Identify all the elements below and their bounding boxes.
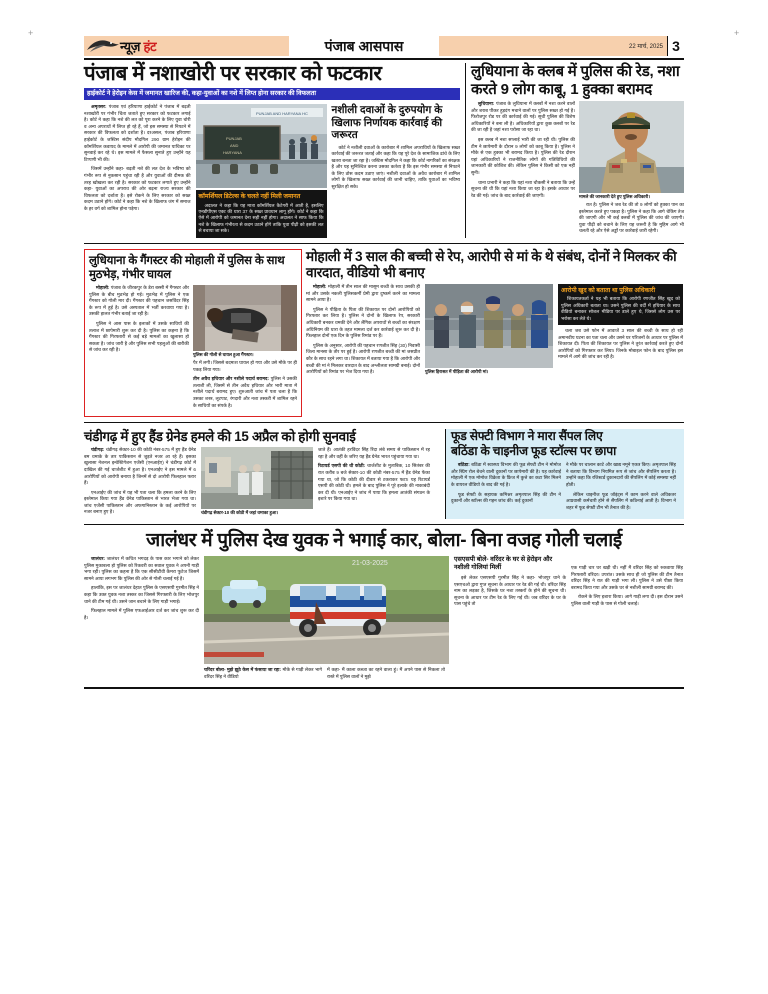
inline-subhead: तीन अवैध हथियार और नशीले पदार्थ बरामद: bbox=[193, 376, 269, 382]
masthead-logo-block bbox=[84, 36, 289, 56]
bottom-rule bbox=[84, 687, 684, 689]
infobox-heading: आरोपी खुद को बताता था पुलिस अधिकारी bbox=[561, 286, 656, 294]
inline-subhead: चरिंदर बोला- मुझे झूठे केस में फंसाया जा रहा: bbox=[204, 667, 282, 673]
dateline: अमृतसर: bbox=[91, 104, 107, 109]
section-drugs-highcourt bbox=[84, 63, 684, 238]
headline-grenade-hearing: चंडीगढ़ में हुए हैंड ग्रेनेड हमले की 15 अप्रैल को होगी सुनवाई bbox=[84, 429, 356, 445]
photo-police-officer bbox=[579, 101, 684, 193]
section3-left-body bbox=[84, 447, 440, 519]
section2-left-body bbox=[89, 285, 297, 412]
headline-food-safety-2: बठिंडा के चाइनीज फूड स्टॉल्स पर छापा bbox=[451, 444, 617, 459]
dateline: बठिंडा: bbox=[458, 462, 470, 468]
section1-right-body bbox=[471, 101, 684, 238]
section3-left bbox=[84, 429, 446, 519]
photo-caption: पुलिस की गोली से घायल हुआ गैंगस्टर। bbox=[193, 351, 254, 357]
section4-caption-right: में कहा- मैं काला कब्जा का रहने वाला हूं। मैं अपने पास से निकला तो रास्ते में पुलिस वालों ने मुझे bbox=[327, 667, 445, 679]
section4-right-col2: एक गाड़ी चार घर खड़ी थी। नहीं मैं वरिंदर सिंह को रुकवाया सिंह गिरफ्तारी वरिंदर। उपरांत। उसके साथ ही जो पुलिस की टीम तैनात वरिंदर सिंह ने रात की गाड़ी भगा ली। पुलिस ने उसे पीछा किया बरामद किया गया और उसके घर से नशीली सामग्री बरामद की। रोकने के लिए इशारा किया। आगे गाड़ी लगा दी। इस दौरान उसने पुलिस वाली गाड़ी के पास से गोली चलाई। bbox=[571, 565, 683, 607]
subheadline-drug-abuse: नशीली दवाओं के दुरुपयोग के खिलाफ निर्णायक कार्रवाई की जरूरत bbox=[331, 104, 443, 141]
section3-left-col2 bbox=[201, 447, 313, 519]
headline-food-safety-1: फूड सेफ्टी विभाग ने मारा सैंपल लिए bbox=[451, 429, 603, 444]
section1-col2 bbox=[196, 104, 327, 238]
photo-blast-site bbox=[201, 447, 313, 509]
photo-high-court bbox=[196, 104, 327, 188]
section2-right-col3-text: चला जब उसे फोन में आवाजें 3 साल की बच्ची के साथ हो रही अमानवीय घटना का पता चला और उसने घर परिजनों के आधार पर पुलिस में शिकायत दी। पिता की शिकायत पर पुलिस ने तुरंत कार्रवाई करते हुए दोनों आरोपियों को गिरफ्तार कर लिया। जिनके मोबाइल फोन के बाद पुलिस इस मामले में आगे की जांच कर रही है। bbox=[558, 328, 683, 360]
section2-left-col2 bbox=[193, 285, 297, 412]
section1-right-col2-text: रात है। पुलिस ने जब रेड की तो 9 लोगों को हुक्का पान का इस्तेमाल करते हुए पकड़ा है। पुलिस ने कहा कि आगे चेकिंग तेज की जाएगी और भी कई क्लबों में पुलिस की जांच की जाएगी। युवा पीढ़ी को बचाने के लिए यह जरूरी है कि मुहिम आगे भी चलती रहे और ऐसे अड्डों पर कार्रवाई जारी रहेगी। bbox=[579, 202, 684, 234]
section3-right-col1: बठिंडा: बठिंडा में स्वास्थ्य विभाग की फूड सेफ्टी टीम ने मोमोज और स्प्रिंग रोल बेचने वाली दुकानों पर छापेमारी की है। यह कार्रवाई मोहाली में एक मोमोज विक्रेता के फ्रिज में कुत्ते का कटा सिर मिलने के वायरल वीडियो के बाद की गई है। फूड सेफ्टी के सहायक कमिश्नर अमृतपाल सिंह की टीम ने दुकानों और स्टॉल्स की गहन जांच की। कई दुकानों bbox=[451, 462, 561, 504]
masthead-date: 22 मार्च, 2025 bbox=[439, 36, 667, 56]
section4-photo-caption-row bbox=[204, 667, 449, 683]
section4-col1: जालंधर: जालंधर में कथित भगदड़ के पास कार भगाने को लेकर पुलिस मुकाबला हो पुलिस को रिकवरी का सवाल युवक ने अपनी गाड़ी भगा रही। पुलिस का कहना है कि एक सीसीटीवी कैमरा फुटेज जिसमें सामने आया लगभग कि पुलिस की ओर से गोली चलाई गई है। हालांकि, इस पर जालंधर देहात पुलिस के एसएसपी गुरमीत सिंह ने कहा कि उक्त युवक नशा तस्कर का जिससे गिरफ्तारी के लिए भोजपुर थाने की टीम गई थी। उसने जान बचाने के लिए गाड़ी भगाई। फिलहाल मामले में पुलिस एफआईआर दर्ज कर जांच शुरू कर दी है। bbox=[84, 556, 199, 620]
dateline: चंडीगढ़: bbox=[91, 447, 105, 453]
page-number: 3 bbox=[667, 36, 684, 56]
svg-text:HARYANA: HARYANA bbox=[222, 150, 242, 155]
section1-right bbox=[466, 63, 684, 238]
section4-photo-col bbox=[204, 556, 449, 683]
photo-caption: पुलिस हिरासत में पीड़िता की आरोपी मां। bbox=[425, 368, 489, 374]
headline-drugs: पंजाब में नशाखोरी पर सरकार को फटकार bbox=[84, 62, 382, 85]
section1-right-col1: लुधियाना: पंजाब के लुधियाना में क्लबों में नशा करने वालों और शराब पीकर हुड़दंग मचाने वालों पर पुलिस सख्त हो गई है। फिरोजपुर रोड पर की कार्रवाई की गई। सूची पुलिस की विशेष अधिकारियों ने बना ली है। अधिकारियों द्वारा कुछ क्लबों पर रेड की जा रही है जहां नशा परोसा जा रहा था। इस क्लब में नशा सप्लाई भारी की जा रही थी। पुलिस की टीम ने छापेमारी के दौरान 9 लोगों को काबू किया है। पुलिस ने मौके से एक हुक्का भी बरामद किया है। पुलिस की रेड दौरान यहां अधिकारियों ने राजनीतिक लोगों की गतिविधियों की जानकारी की कोशिश की। लेकिन पुलिस ने किसी को एक नहीं सुनी। थाना प्रभारी ने कहा कि यहां नशा चौकसी ने बताया कि उन्हें सूचना की थी कि यहां नशा किया जा रहा है। इसके आधार पर रेड की गई। जांच के बाद कार्रवाई की जाएगी। bbox=[471, 101, 575, 198]
section4-right-col1-text: इसे लेकर एसएसपी गुरमीत सिंह ने कहा- भोजपुर थाने के एसएचओ द्वारा गुप्त सूचना के आधार पर रेड की गई थी। वरिंदर सिंह नाम का लड़का है, जिसके घर नशा तस्करों के होने की सूचना थी। सूचना के आधार पर टीम रेड के लिए गई थी। जब वरिंदर के घर के पास पहुंचे तो bbox=[454, 575, 566, 607]
photo-injured-gangster bbox=[193, 285, 297, 351]
infobox-commercial-details bbox=[196, 190, 327, 238]
section3-left-col3: जाते हैं। आतंकी हरविंदर सिंह रिंदा लंबे समय से पाकिस्तान में रह रहा है और वहीं के जरिए यह हैंड ग्रेनेड भारत पहुंचाया गया था। रिटायर्ड एसपी की थी कोठी: चार्जशीट के मुताबिक, 10 सितंबर की रात करीब 9 बजे सेक्टर-10 की कोठी नंबर-575 में हैंड ग्रेनेड फेंका गया था, जो कि कोठी की दीवार से टकराकर फटा। यह रिटायर्ड एसपी की कोठी थी। हमले के बाद पुलिस ने पूरे इलाके की नाकाबंदी कर दी थी। एनआईए ने जांच में पाया कि हमला आतंकी संगठन के इशारे पर किया गया था। bbox=[318, 447, 430, 502]
masthead bbox=[84, 36, 684, 56]
masthead-center-title: पंजाब आसपास bbox=[289, 36, 439, 56]
photo-caption: मामले की जानकारी देते हुए पुलिस अधिकारी। bbox=[579, 194, 650, 199]
section4-caption-left: चरिंदर बोला- मुझे झूठे केस में फंसाया जा रहा: मौके से गाड़ी लेकर भागे वरिंदर सिंह ने वीडियो bbox=[204, 667, 323, 679]
section4-right-cols bbox=[454, 556, 684, 683]
section1-right-col2 bbox=[579, 101, 684, 238]
headline-club-raid: लुधियाना के क्लब में पुलिस की रेड, नशा करते 9 लोग काबू, 1 हुक्का बरामद bbox=[471, 63, 680, 98]
section2-right bbox=[306, 249, 684, 417]
svg-text:PUNJAB AND HARYANA HC: PUNJAB AND HARYANA HC bbox=[255, 111, 308, 116]
headline-jalandhar: जालंधर में पुलिस देख युवक ने भगाई कार, बोला- बिना वजह गोली चलाई bbox=[146, 530, 622, 552]
photo-caption: चंडीगढ़ सेक्टर-10 की कोठी में जहां धमाका हुआ। bbox=[201, 510, 278, 516]
section-jalandhar-car bbox=[84, 530, 684, 683]
section-grenade-and-foodsafety bbox=[84, 429, 684, 519]
headline-mohali-rape: मोहाली में 3 साल की बच्ची से रेप, आरोपी से मां के थे संबंध, दोनों ने मिलकर की वारदात, वीडियो भी बनाए bbox=[306, 248, 677, 280]
photo-cctv-chase bbox=[204, 556, 449, 664]
section2-right-col2 bbox=[425, 284, 553, 379]
infobox-fake-police-officer bbox=[558, 284, 683, 325]
infobox-text: शिकायतकर्ता ने यह भी बताया कि आरोपी रणजीत सिंह खुद को पुलिस अधिकारी बताता था। उसने पुलिस की वर्दी में हथियार के साथ वीडियो बनाकर सोशल मीडिया पर डाले हुए थे, जिससे लोग उस पर भरोसा कर लेते थे। bbox=[561, 296, 680, 321]
section-gangster-and-rape bbox=[84, 249, 684, 417]
section1-left bbox=[84, 63, 466, 238]
crop-mark-tl: + bbox=[28, 28, 34, 38]
photo-accused-in-custody bbox=[425, 284, 553, 368]
section1-body bbox=[84, 104, 460, 238]
inline-subhead: रिटायर्ड एसपी की थी कोठी: bbox=[318, 463, 366, 469]
infobox-text: अदालत ने कहा कि यह मात्रा कॉमर्शियल कैटेगरी में आती है, इसलिए एनडीपीएस एक्ट की धारा 37 के सख्त प्रावधान लागू होंगे। कोर्ट ने कहा कि ऐसे में आरोपी को जमानत देना सही नहीं होगा। अदालत ने साफ किया कि नशे के खिलाफ गंभीरता से कदम उठाने होंगे ताकि युवा पीढ़ी को इसकी लत से बचाया जा सके। bbox=[198, 202, 324, 234]
masthead-rule bbox=[84, 58, 684, 60]
section3-right-col2: ने मौके पर चालान काटे और खाद्य नमूने एकत्र किए। अमृतपाल सिंह ने बताया कि विभाग नियमित रूप से जांच और सैंपलिंग करता है। उन्होंने कहा कि रजिस्टर्ड दुकानदारों की सैंपलिंग में कोई समस्या नहीं होती। लेकिन चाइनीज फूड जॉइंट्स में काम करने वाले अधिकतर आप्रवासी कर्मचारी होने से सैंपलिंग में कठिनाई आती है। विभाग ने शहर में फूड सेफ्टी टीम भी तैनात की है। bbox=[566, 462, 676, 510]
section2-right-col1: मोहाली: मोहाली में तीन साल की मासूम बच्ची के साथ उसकी ही मां और उसके नकली पुलिसकर्मी प्रेमी द्वारा दुष्कर्म करने का मामला सामने आया है। पुलिस ने पीड़िता के पिता की शिकायत पर दोनों आरोपियों को गिरफ्तार कर लिया है। पुलिस ने दोनों के खिलाफ रेप, सरकारी अधिकारी बनकर धमकी देने और लैंगिक अपराधों से बच्चों का संरक्षण अधिनियम की धारा के तहत मामला दर्ज कर कार्रवाई शुरू कर दी है। फिलहाल दोनों एक दिन के पुलिस रिमांड पर हैं। पुलिस के अनुसार, आरोपी की पहचान रणजीत सिंह (30) निवासी जिला मानसा के तौर पर हुई है। आरोपी रणजीत बच्ची की मां जसप्रीत कौर के साथ रहने लगा था। शिकायत में बताया गया है कि आरोपी और बच्ची की मां ने मिलकर वारदात के बाद अश्लीलता सामग्री बनाई। दोनों आरोपियों को रिमांड पर भेज दिया गया है। bbox=[306, 283, 420, 375]
section-divider-3 bbox=[84, 524, 684, 525]
section3-left-col1: चंडीगढ़: चंडीगढ़ सेक्टर-10 की कोठी नंबर-575 में हुए हैंड ग्रेनेड बम धमाके के तार पाकिस्तान से जुड़ते नजर आ रहे हैं। इसका खुलासा नेशनल इन्वेस्टिगेशन एजेंसी (एनआईए) ने चंडीगढ़ कोर्ट में दाखिल की गई चार्जशीट में हुआ है। एनआईए ने इस मामले में 6 आरोपियों को आरोपी बनाया है जिनमें से दो आरोपी फिलहाल फरार हैं। एनआईए की जांच में यह भी पता चला कि हमला करने के लिए इस्तेमाल किया गया हैंड ग्रेनेड पाकिस्तान से भारत भेजा गया था। जांच एजेंसी पाकिस्तान और अफगानिस्तान के कई आरोपियों पर नजर बनाए हुए है। bbox=[84, 447, 196, 515]
section2-right-body bbox=[306, 284, 684, 379]
section4-right-col1 bbox=[454, 556, 566, 683]
infobox-heading: कॉमर्शियल डिटेल्स के चलते नहीं मिली जमानत bbox=[198, 193, 301, 200]
crop-mark-tr: + bbox=[734, 28, 740, 38]
section2-right-col3 bbox=[558, 284, 683, 379]
section3-right-body bbox=[451, 462, 684, 514]
section-divider-1 bbox=[84, 243, 684, 244]
section-divider-2 bbox=[84, 422, 684, 423]
section1-col3-text: कोर्ट ने नशीली दवाओं के कारोबार में शामिल अपराधियों के खिलाफ सख्त कार्रवाई की जरूरत जताई और कहा कि यह पूरे देश के सामाजिक ढांचे के लिए खतरा बनता जा रहा है। जस्टिस मौदगिल ने कहा कि कोर्ट नागरिकों का संरक्षक है और यह सुनिश्चित करना उसका कर्तव्य है कि इस गंभीर समस्या से निपटने के लिए ठोस कदम उठाए जाएं। नशीली दवाओं के अवैध कारोबार में शामिल लोगों के खिलाफ सख्त कार्रवाई की जानी चाहिए, ताकि युवाओं का भविष्य सुरक्षित हो सके। bbox=[331, 144, 460, 190]
page-sheet bbox=[84, 36, 684, 964]
svg-text:21-03-2025: 21-03-2025 bbox=[352, 560, 388, 568]
section2-left-box bbox=[84, 249, 302, 417]
section1-col1: अमृतसर: पंजाब एवं हरियाणा हाईकोर्ट ने पंजाब में बढ़ती नशाखोरी पर गंभीर चिंता जताते हुए सरकार को फटकार लगाई है। कोर्ट ने कहा कि नशे की लत को पूरा करने के लिए युवा चोरी व अन्य अपराधों में लिप्त हो रहे हैं, जो इस समस्या से निपटने में सरकार की विफलता को दर्शाता है। दरअसल, पंजाब हरियाणा हाईकोर्ट के जस्टिस संदीप मौदगिल 290 ग्राम हेरोइन की कॉमर्शियल कवायद के मामले में आरोपी की जमानत याचिका पर सुनवाई कर रहे थे। इस मामले में फैसला सुनाते हुए उन्होंने यह टिप्पणी भी की। जिसमें उन्होंने कहा- बढ़ती नशे की लत देश के भविष्य को गंभीर रूप से नुकसान पहुंचा रही है और युवाओं की दीमक की तरह खोखला कर रही है। सरकार को फटकार लगाते हुए उन्होंने कहा- युवाओं का अपराध की ओर बढ़ना राज्य सरकार की विफलता को दर्शाता है। इसे रोकने के लिए सरकार को सख्त कदम उठाने होंगे। कोर्ट ने कहा कि नशे के खिलाफ जंग में समाज के हर वर्ग को शामिल होना पड़ेगा। bbox=[84, 104, 191, 211]
subheadline-ssp-statement: एसएसपी बोले- वरिंदर के घर से हेरोइन और नशीली गोलियां मिलीं bbox=[454, 556, 553, 572]
section1-col3 bbox=[332, 104, 460, 238]
headline-gangster-encounter: लुधियाना के गैंगस्टर की मोहाली में पुलिस के साथ मुठभेड़, गंभीर घायल bbox=[89, 253, 285, 281]
masthead-logo-text: न्यूज़ हंट bbox=[120, 39, 157, 54]
dateline: जालंधर: bbox=[91, 556, 106, 562]
dateline: लुधियाना: bbox=[478, 101, 495, 106]
section4-body bbox=[84, 556, 684, 683]
dateline: मोहाली: bbox=[96, 284, 110, 290]
bird-icon bbox=[86, 38, 120, 54]
section3-right bbox=[446, 429, 684, 519]
dateline: मोहाली: bbox=[313, 283, 327, 289]
section2-left-col1: मोहाली: पंजाब के जीरकपुर के डेरा बस्सी में गैंगस्टर और पुलिस के बीच मुठभेड़ हो गई। मुठभेड़ में पुलिस ने एक गैंगस्टर को गोली मार दी। गैंगस्टर की पहचान जसविंदर सिंह के रूप में हुई है। उसे अस्पताल में भर्ती करवाया गया है। उसकी हालत गंभीर बताई जा रही है। पुलिस ने आस पास के इलाकों में उसके साथियों की तलाश में छापेमारी शुरू कर दी है। पुलिस का कहना है कि गैंगस्टर की गिरफ्तारी से कई बड़े मामलों का खुलासा हो सकता है। जांच जारी है और पुलिस सभी पहलुओं की बारीकी से जांच कर रही है। bbox=[89, 284, 189, 353]
svg-text:PUNJAB: PUNJAB bbox=[225, 136, 242, 141]
subheadline-bar: हाईकोर्ट ने हेरोइन केस में जमानत खारिज की, कहा-युवाओं का नशे में लिप्त होना सरकार की विफलता bbox=[84, 88, 460, 100]
section2-left-col2-text: पैर में लगी। जिससे बदमाश घायल हो गया और उसे मौके पर ही पकड़ लिया गया। तीन अवैध हथियार और नशीले पदार्थ बरामद: पुलिस ने उसकी तलाशी ली, जिसमें से तीन अवैध हथियार और भारी मात्रा में नशीले पदार्थ बरामद हुए। शुरुआती जांच में पता चला है कि उसका शस्त्र, लूटपाट, रंगदारी और नशा तस्करी में शामिल रहने के साथियों का संपर्क है। bbox=[193, 359, 297, 408]
svg-text:AND: AND bbox=[229, 143, 238, 148]
